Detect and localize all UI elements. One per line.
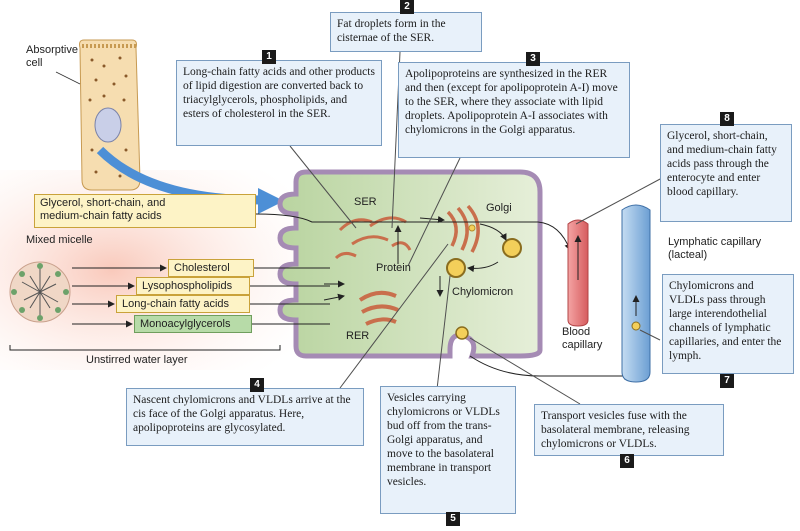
callout-5	[380, 386, 516, 514]
callout-6-text: Transport vesicles fuse with the basolateral membrane, releasing chylomicrons or VLDLs.	[541, 410, 690, 450]
lysophospholipids-box: Lysophospholipids	[136, 277, 250, 295]
callout-1-number: 1	[262, 50, 276, 64]
callout-4-text: Nascent chylomicrons and VLDLs arrive at the cis face of the Golgi apparatus. Here, apolipoproteins are glycosylated.	[133, 394, 351, 434]
callout-6	[534, 404, 724, 456]
vesicle-golgi	[503, 239, 521, 257]
label-chylomicron: Chylomicron	[452, 286, 514, 298]
label-ser: SER	[354, 196, 377, 208]
glycerol-box: Glycerol, short-chain, and medium-chain fatty acids	[34, 194, 256, 228]
mixed-micelle-icon	[10, 262, 70, 322]
callout-1	[176, 60, 382, 146]
callout-7-text: Chylomicrons and VLDLs pass through large interendothelial channels of lymphatic capillaries, and enter the lymph.	[669, 280, 782, 362]
callout-5-text: Vesicles carrying chylomicrons or VLDLs bud off from the trans-Golgi apparatus, and move to the basolateral membrane in transport vesicles.	[387, 392, 500, 488]
callout-4-number: 4	[250, 378, 264, 392]
label-absorptive-cell: Absorptive cell	[26, 44, 78, 69]
callout-7-number: 7	[720, 374, 734, 388]
long-chain-fatty-acids-box: Long-chain fatty acids	[116, 295, 250, 313]
callout-4	[126, 388, 364, 446]
callout-2-text: Fat droplets form in the cisternae of the SER.	[337, 18, 446, 44]
lymphatic-capillary-vessel	[622, 205, 650, 382]
vesicle-chylomicron	[447, 259, 465, 277]
callout-8	[660, 124, 792, 222]
callout-3	[398, 62, 630, 158]
label-blood-capillary: Blood capillary	[562, 326, 603, 351]
callout-2	[330, 12, 482, 52]
cholesterol-box: Cholesterol	[168, 259, 254, 277]
callout-5-number: 5	[446, 512, 460, 526]
callout-3-text: Apolipoproteins are synthesized in the RER and then (except for apolipoprotein A-I) move to the SER, where they associate with lipid droplets. Apolipoprotein A-I associates with chylomicrons in the Golgi apparatus.	[405, 68, 618, 136]
label-protein: Protein	[376, 262, 411, 274]
label-mixed-micelle: Mixed micelle	[26, 234, 93, 246]
label-unstirred-layer: Unstirred water layer	[86, 354, 188, 366]
callout-8-number: 8	[720, 112, 734, 126]
callout-2-number: 2	[400, 0, 414, 14]
callout-6-number: 6	[620, 454, 634, 468]
monoacylglycerols-box: Monoacylglycerols	[134, 315, 252, 333]
label-lymphatic-capillary: Lymphatic capillary (lacteal)	[668, 236, 762, 261]
callout-7	[662, 274, 794, 374]
vesicle-fusing	[456, 327, 468, 339]
callout-1-text: Long-chain fatty acids and other products of lipid digestion are converted back to triacylglycerols, phospholipids, and esters of cholesterol in the SER.	[183, 66, 375, 120]
callout-3-number: 3	[526, 52, 540, 66]
label-rer: RER	[346, 330, 370, 342]
blood-capillary-vessel	[568, 220, 588, 326]
label-golgi: Golgi	[486, 202, 512, 214]
callout-8-text: Glycerol, short-chain, and medium-chain fatty acids pass through the enterocyte and enter blood capillary.	[667, 130, 777, 198]
